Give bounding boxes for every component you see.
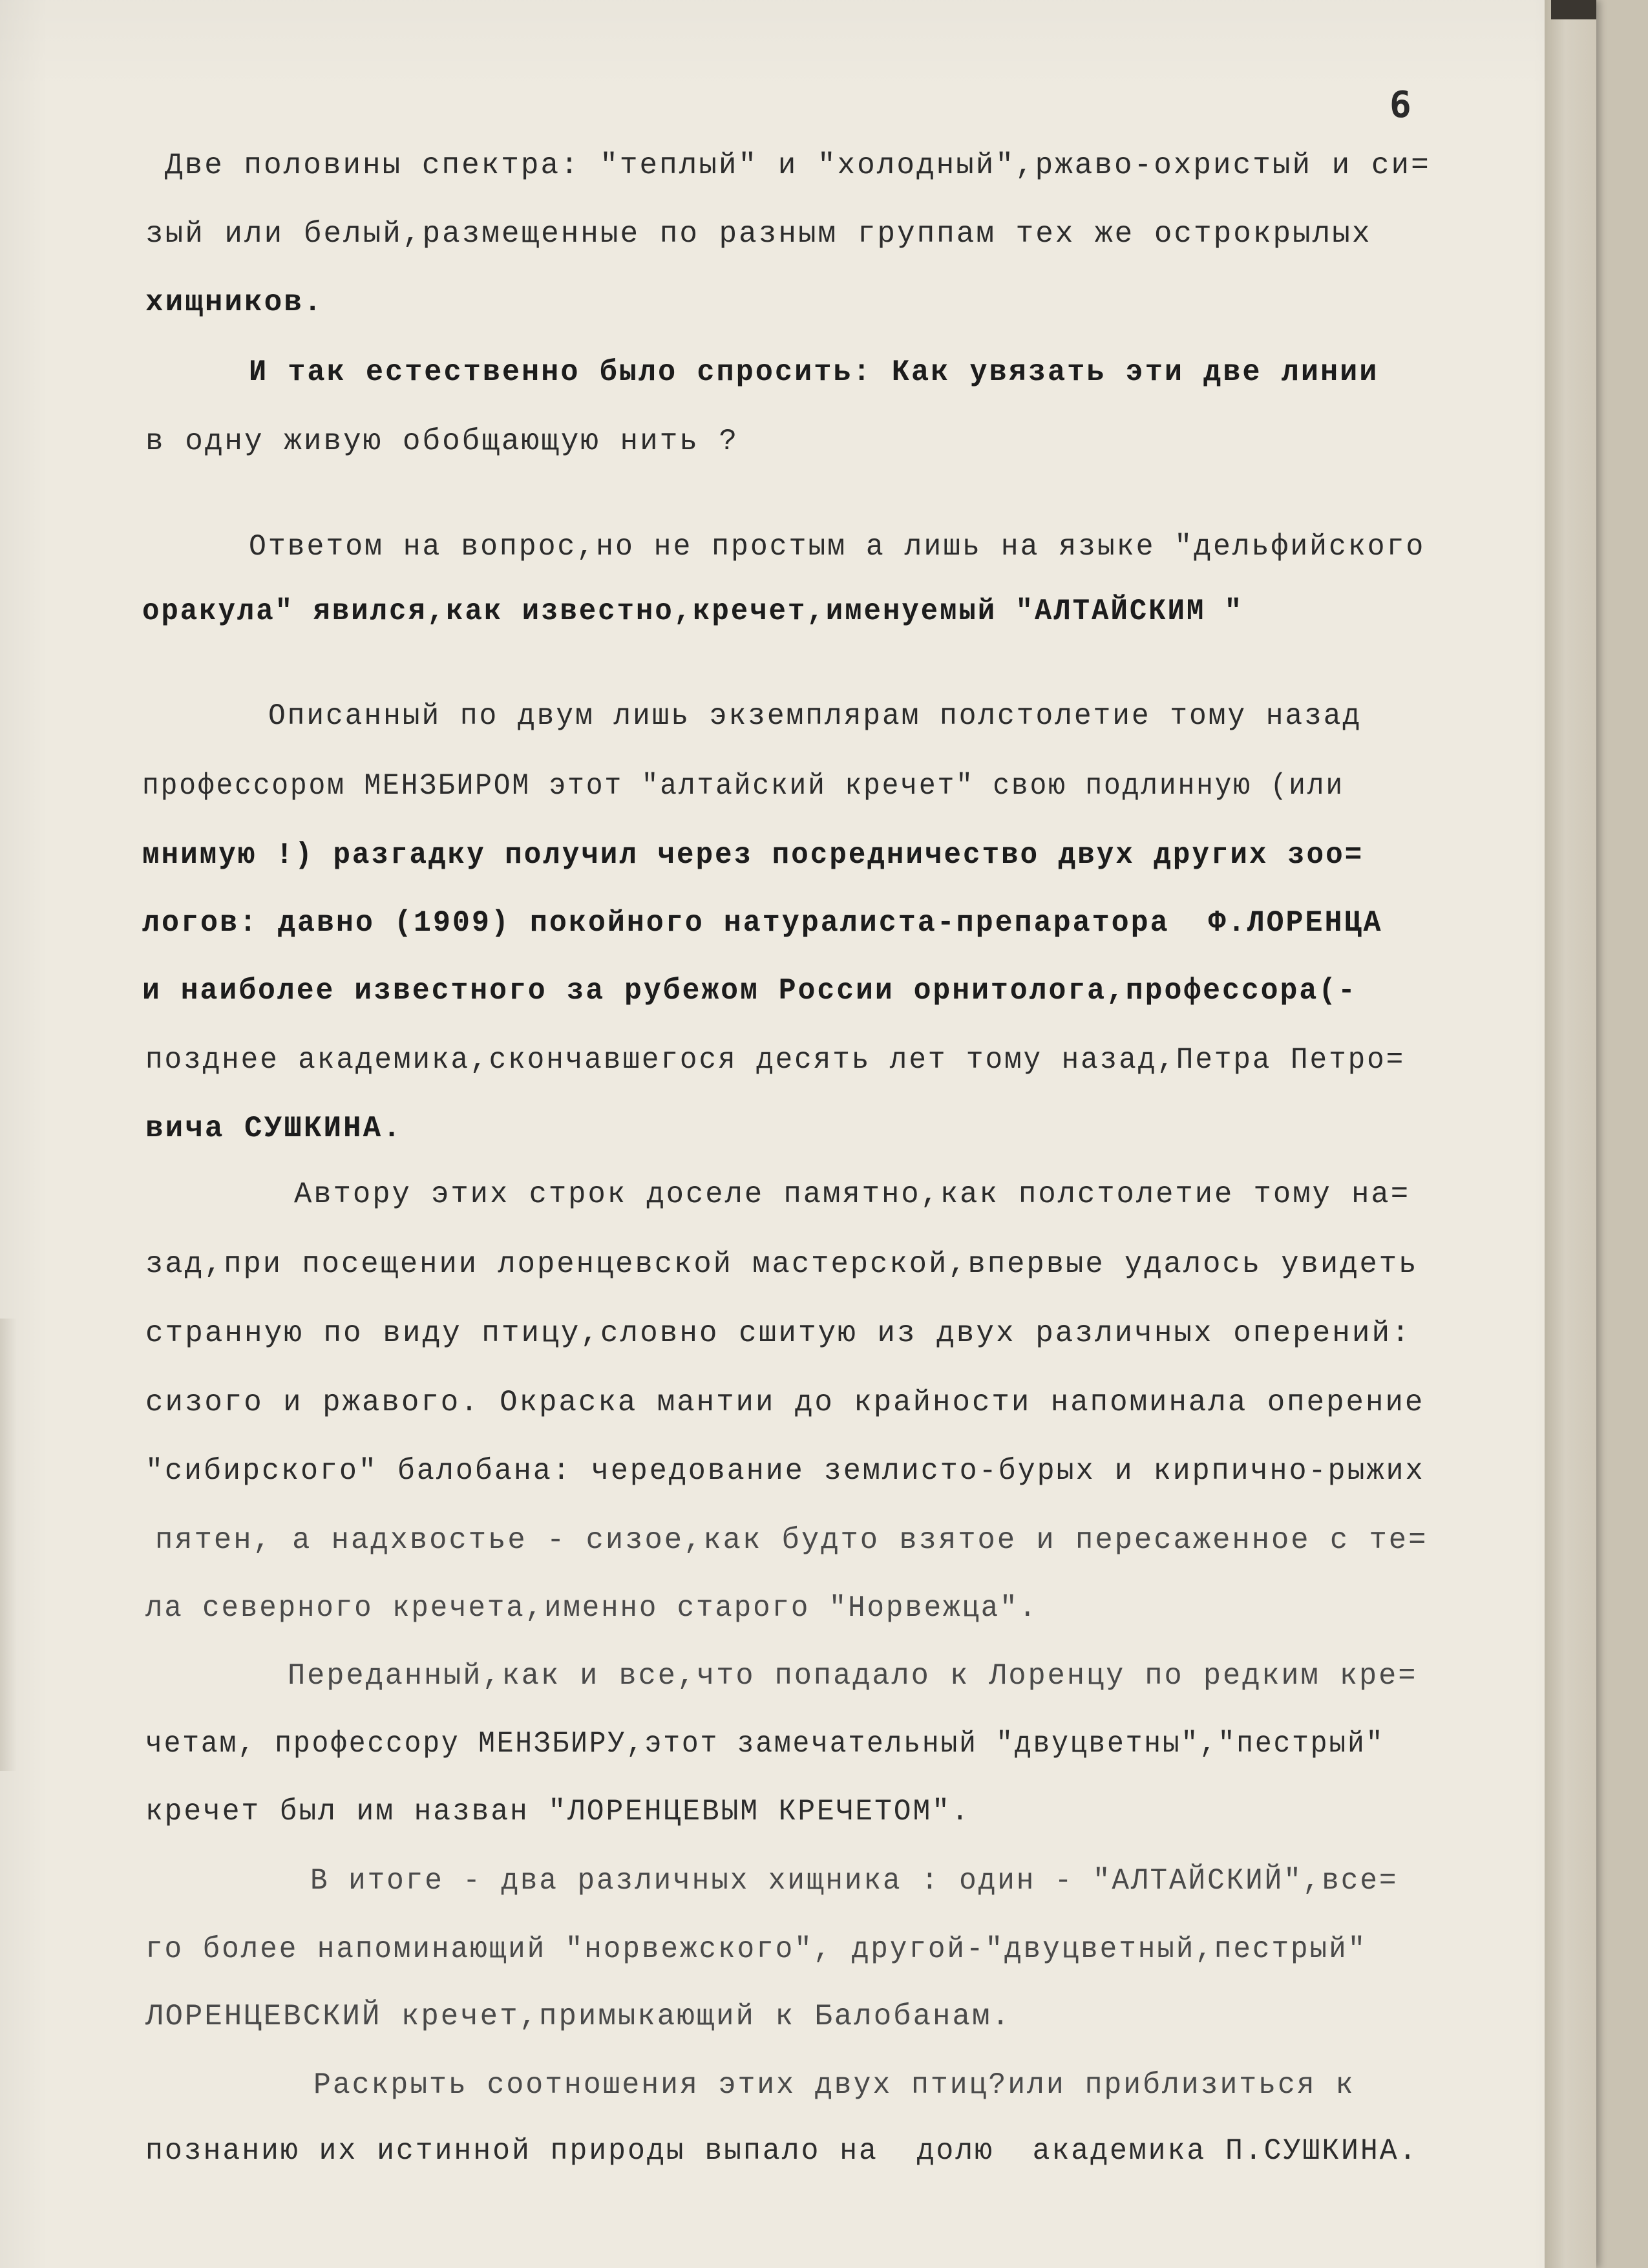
text-line: вича СУШКИНА. xyxy=(145,1112,403,1145)
text-line: Ответом на вопрос,но не простым а лишь на языке "дельфийского xyxy=(249,530,1426,564)
text-line: зад,при посещении лоренцевской мастерской,впервые удалось увидеть xyxy=(145,1247,1419,1281)
text-line: "сибирского" балобана: чередование землисто-бурых и кирпично-рыжих xyxy=(145,1454,1425,1488)
text-line: мнимую !) разгадку получил через посредничество двух других зоо= xyxy=(142,838,1364,872)
text-line: Переданный,как и все,что попадало к Лоренцу по редким кре= xyxy=(288,1659,1418,1693)
text-line: Раскрыть соотношения этих двух птиц?или приблизиться к xyxy=(313,2068,1355,2102)
text-line: и наиболее известного за рубежом России орнитолога,профессора(- xyxy=(142,974,1357,1008)
text-line: четам, профессору МЕНЗБИРУ,этот замечательный "двуцветны","пестрый" xyxy=(145,1727,1385,1761)
text-line: Две половины спектра: "теплый" и "холодный",ржаво-охристый и си= xyxy=(165,149,1431,182)
text-line: хищников. xyxy=(145,286,324,319)
paper-crease xyxy=(0,1319,17,1771)
text-line: И так естественно было спросить: Как увязать эти две линии xyxy=(249,355,1379,389)
page-number: 6 xyxy=(1389,84,1411,126)
text-line: В итоге - два различных хищника : один - "АЛТАЙСКИЙ",все= xyxy=(310,1864,1399,1898)
text-line: го более напоминающий "норвежского", другой-"двуцветный,пестрый" xyxy=(145,1933,1368,1966)
text-line: сизого и ржавого. Окраска мантии до крайности напоминала оперение xyxy=(145,1386,1425,1419)
page-corner-shadow xyxy=(1551,0,1596,19)
text-line: ла северного кречета,именно старого "Норвежца". xyxy=(145,1591,1038,1625)
text-line: кречет был им назван "ЛОРЕНЦЕВЫМ КРЕЧЕТОМ". xyxy=(145,1795,971,1828)
text-line: познанию их истинной природы выпало на долю академика П.СУШКИНА. xyxy=(145,2134,1419,2168)
text-line: Описанный по двум лишь экземплярам полстолетие тому назад xyxy=(268,699,1362,733)
text-line: зый или белый,размещенные по разным группам тех же острокрылых xyxy=(145,217,1372,251)
page-edge xyxy=(1545,0,1596,2268)
text-line: профессором МЕНЗБИРОМ этот "алтайский кречет" свою подлинную (или xyxy=(142,769,1344,803)
text-line: странную по виду птицу,словно сшитую из двух различных оперений: xyxy=(145,1317,1411,1350)
text-line: оракула" явился,как известно,кречет,именуемый "АЛТАЙСКИМ " xyxy=(142,595,1244,628)
text-line: пятен, а надхвостье - сизое,как будто взятое и пересаженное с те= xyxy=(155,1523,1428,1557)
text-line: в одну живую обобщающую нить ? xyxy=(145,425,739,458)
text-line: логов: давно (1909) покойного натуралиста-препаратора Ф.ЛОРЕНЦА xyxy=(142,906,1383,940)
text-line: позднее академика,скончавшегося десять лет тому назад,Петра Петро= xyxy=(145,1043,1406,1077)
text-line: ЛОРЕНЦЕВСКИЙ кречет,примыкающий к Балобанам. xyxy=(145,2000,1011,2033)
text-line: Автору этих строк доселе памятно,как полстолетие тому на= xyxy=(294,1178,1411,1211)
